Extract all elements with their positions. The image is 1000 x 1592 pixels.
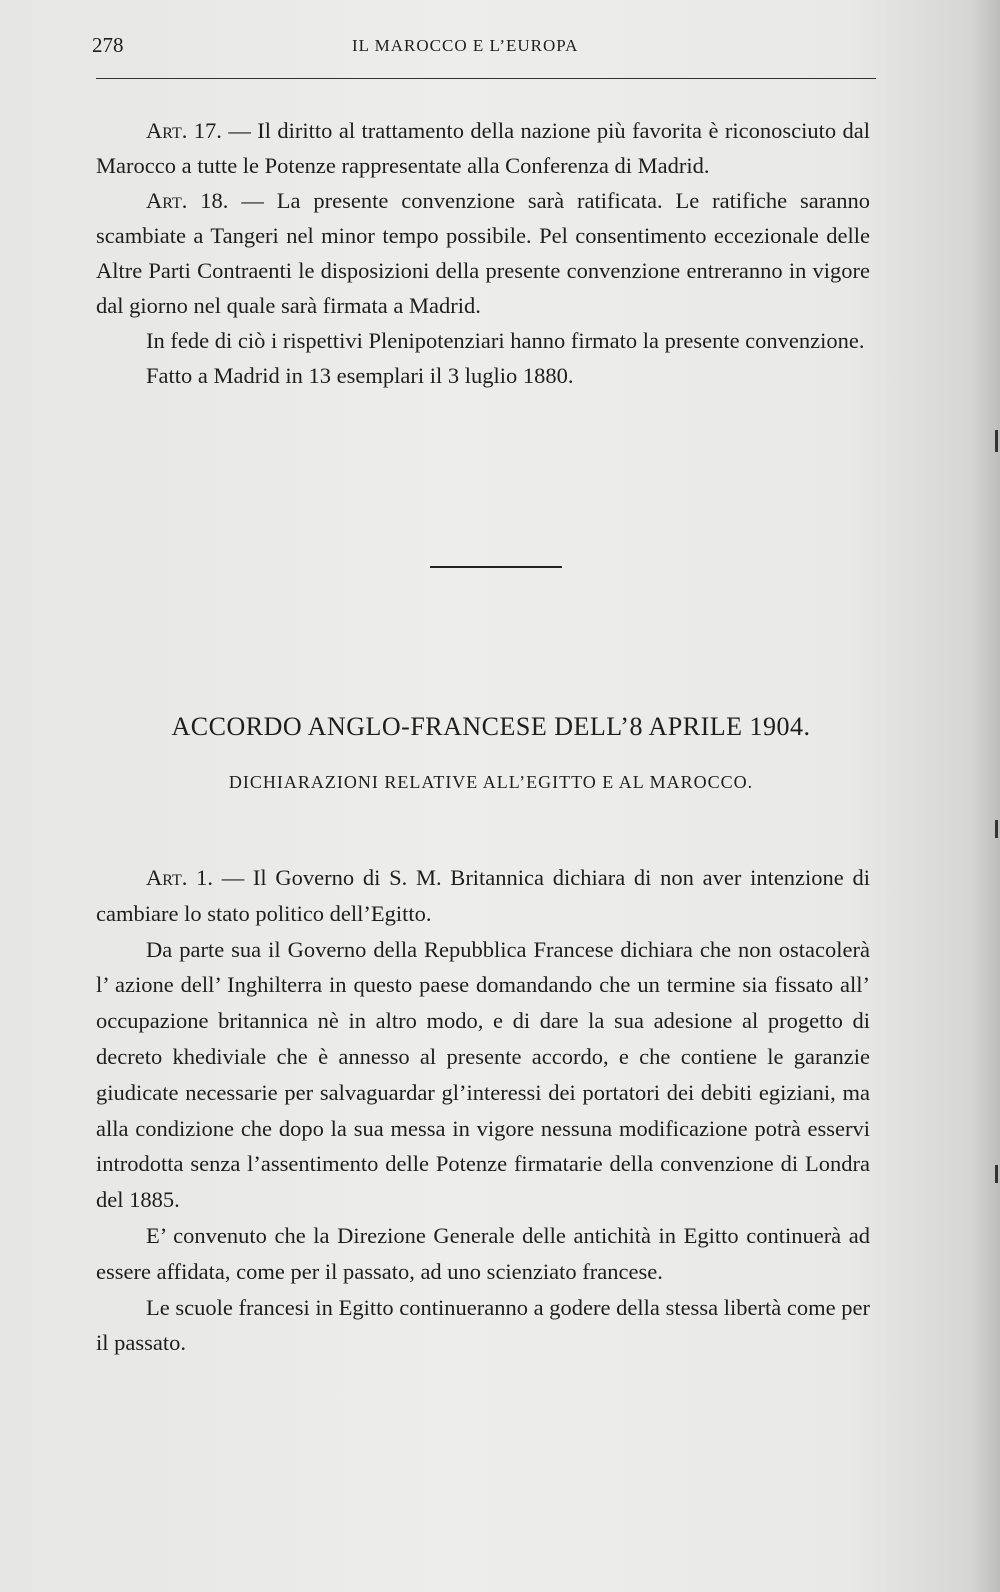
article-text: — Il diritto al trattamento della nazione più favorita è riconosciuto dal Marocco a tutte le Potenze rappresentate alla Conferenza di Madrid. <box>96 118 870 178</box>
section-separator <box>430 566 562 568</box>
accordo-body <box>96 860 870 1361</box>
paragraph-4: Le scuole francesi in Egitto continueranno a godere della stessa libertà come per il passato. <box>96 1294 870 1356</box>
page-header <box>92 33 872 63</box>
paragraph-2: Da parte sua il Governo della Repubblica Francese dichiara che non ostacolerà l’ azione dell’ Inghilterra in questo paese domandando che un termine sia fissato all’ occupazione britannica nè in altro modo, e di dare la sua adesione al progetto di decreto khediviale che è annesso al presente accordo, e che contiene le garanzie giudicate necessarie per salvaguardar gl’interessi dei portatori dei debiti egiziani, ma alla condizione che dopo la sua messa in vigore nessuna modificazione potrà esservi introdotta senza l’assentimento delle Potenze firmatarie della convenzione di Londra del 1885. <box>96 936 870 1213</box>
convention-articles <box>96 113 870 393</box>
in-fede-paragraph: In fede di ciò i rispettivi Plenipotenziari hanno firmato la presente convenzione. <box>146 328 865 353</box>
accordo-title: ACCORDO ANGLO-FRANCESE DELL’8 APRILE 1904. <box>171 712 811 741</box>
fatto-paragraph: Fatto a Madrid in 13 esemplari il 3 luglio 1880. <box>146 363 574 388</box>
paragraph-3: E’ convenuto che la Direzione Generale delle antichità in Egitto continuerà ad essere affidata, come per il passato, ad uno scienziato francese. <box>96 1222 870 1284</box>
running-title: IL MAROCCO E L’EUROPA <box>352 36 579 55</box>
accordo-subtitle: DICHIARAZIONI RELATIVE ALL’EGITTO E AL MAROCCO. <box>228 772 754 792</box>
article-label: Art. 17. <box>146 118 222 143</box>
page-number: 278 <box>92 33 124 57</box>
article-17 <box>96 113 870 183</box>
article-18 <box>96 183 870 323</box>
article-label: Art. 1. <box>146 865 213 890</box>
header-rule <box>96 78 876 79</box>
article-text: — Il Governo di S. M. Britannica dichiara di non aver intenzione di cambiare lo stato politico dell’Egitto. <box>96 865 871 926</box>
page-edge-mark <box>995 430 998 452</box>
article-1 <box>96 860 870 932</box>
page-edge-mark <box>995 820 998 838</box>
article-text: — La presente convenzione sarà ratificata. Le ratifiche saranno scambiate a Tangeri nel minor tempo possibile. Pel consentimento eccezionale delle Altre Parti Contraenti le disposizioni della presente convenzione entreranno in vigore dal giorno nel quale sarà firmata a Madrid. <box>96 188 871 318</box>
article-label: Art. 18. <box>146 188 229 213</box>
page-edge-mark <box>995 1165 998 1183</box>
